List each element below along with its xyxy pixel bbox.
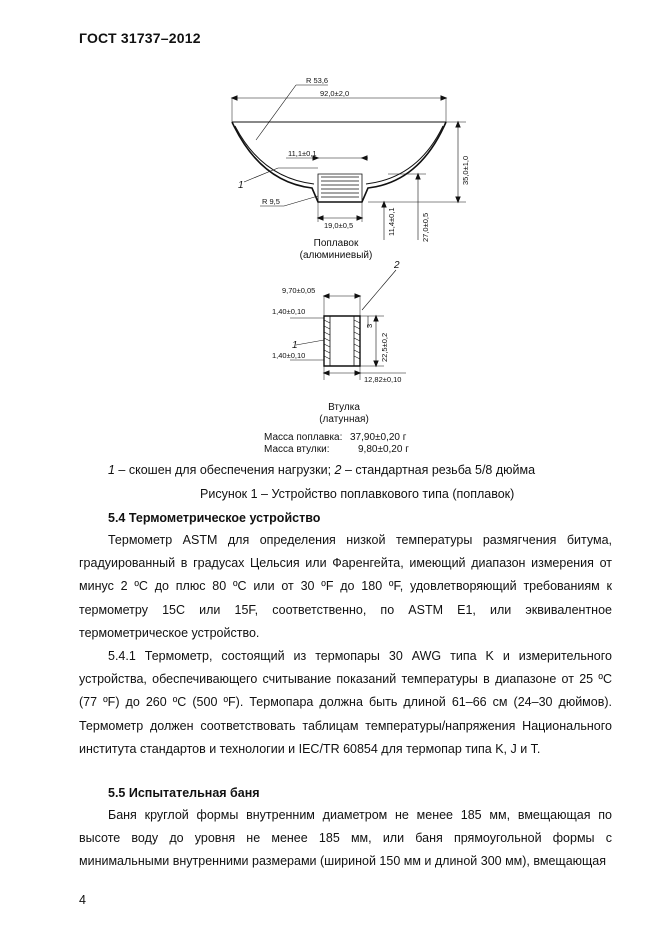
sleeve-label-material: (латунная) xyxy=(319,414,369,425)
legend-text-1: – скошен для обеспечения нагрузки; xyxy=(114,463,335,477)
sleeve-label-name: Втулка xyxy=(328,402,360,413)
dim-sleeve-h-small: 3 xyxy=(365,323,374,328)
section-5-5-para-1: Баня круглой формы внутренним диаметром не менее 185 мм, вмещающая по высоте воду до уровня не менее 185 мм, или баня прямоугольной формы с минимальными внутренними размерами (шириной 150 мм и длиной 300 мм), вмещающая xyxy=(79,808,612,869)
section-5-5-body xyxy=(79,804,612,874)
dim-thread: 19,0±0,5 xyxy=(324,221,354,230)
dim-width: 92,0±2,0 xyxy=(320,89,350,98)
dim-sleeve-wall-bot: 1,40±0,10 xyxy=(272,351,306,360)
dim-sleeve-top: 9,70±0,05 xyxy=(282,286,316,295)
dim-r-top: R 53,6 xyxy=(306,76,329,85)
document-header: ГОСТ 31737–2012 xyxy=(79,30,201,46)
sleeve-callout-1: 1 xyxy=(292,340,298,351)
mass-float-value: 37,90±0,20 г xyxy=(350,432,407,443)
mass-float-key: Масса поплавка: xyxy=(264,432,343,443)
float-label-name: Поплавок xyxy=(313,238,359,249)
figure-legend xyxy=(108,463,535,477)
section-5-4-body xyxy=(79,529,612,761)
legend-num-1: 1 xyxy=(108,463,115,477)
dim-neck: 11,1±0,1 xyxy=(288,149,317,158)
dim-h-total: 35,0±1,0 xyxy=(461,155,470,185)
float-label-material: (алюминиевый) xyxy=(299,250,373,261)
float-callout-2: 2 xyxy=(394,260,400,271)
float-drawing xyxy=(200,70,500,460)
mass-table xyxy=(264,432,409,456)
dim-sleeve-bottom: 12,82±0,10 xyxy=(364,375,402,384)
float-callout-1: 1 xyxy=(238,180,244,191)
figure-caption: Рисунок 1 – Устройство поплавкового типа (поплавок) xyxy=(200,487,515,501)
legend-num-2: 2 xyxy=(334,463,342,477)
section-5-5-title: 5.5 Испытательная баня xyxy=(108,786,260,800)
mass-sleeve-value: 9,80±0,20 г xyxy=(358,444,409,455)
dim-h-mid: 27,0±0,5 xyxy=(421,212,430,242)
dim-h-small: 11,4±0,1 xyxy=(387,207,396,236)
figure-float-device xyxy=(200,70,500,460)
mass-sleeve-key: Масса втулки: xyxy=(264,444,330,455)
section-5-4-para-1: Термометр ASTM для определения низкой температуры размягчения битума, градуированный в градусах Цельсия или Фаренгейта, имеющий диапазон измерения от минус 2 ºС до плюс 80 ºС или от 30 ºF до 180 ºF, удовлетворяющий требованиям к термометру 15С или 15F, соответственно, по ASTM E1, или эквивалентное термометрическое устройство. xyxy=(79,533,612,640)
dim-sleeve-wall-top: 1,40±0,10 xyxy=(272,307,306,316)
dim-r-small: R 9,5 xyxy=(262,197,280,206)
legend-text-2: – стандартная резьба 5/8 дюйма xyxy=(341,463,536,477)
bowl-outline xyxy=(232,122,446,202)
section-5-4-para-2: 5.4.1 Термометр, состоящий из термопары 30 AWG типа K и измерительного устройства, обеспечивающего считывание показаний температуры в диапазоне от 25 ºС (77 ºF) до 260 ºС (500 ºF). Термопара должна быть длиной 61–66 см (24–30 дюймов). Термометр должен соответствовать таблицам температуры/напряжения Национального института стандартов и технологии и IEC/TR 60854 для термопар типа K, J и T. xyxy=(79,649,612,756)
section-5-4-title: 5.4 Термометрическое устройство xyxy=(108,511,321,525)
page-number: 4 xyxy=(79,893,86,907)
dim-sleeve-h: 22,5±0,2 xyxy=(380,332,389,362)
